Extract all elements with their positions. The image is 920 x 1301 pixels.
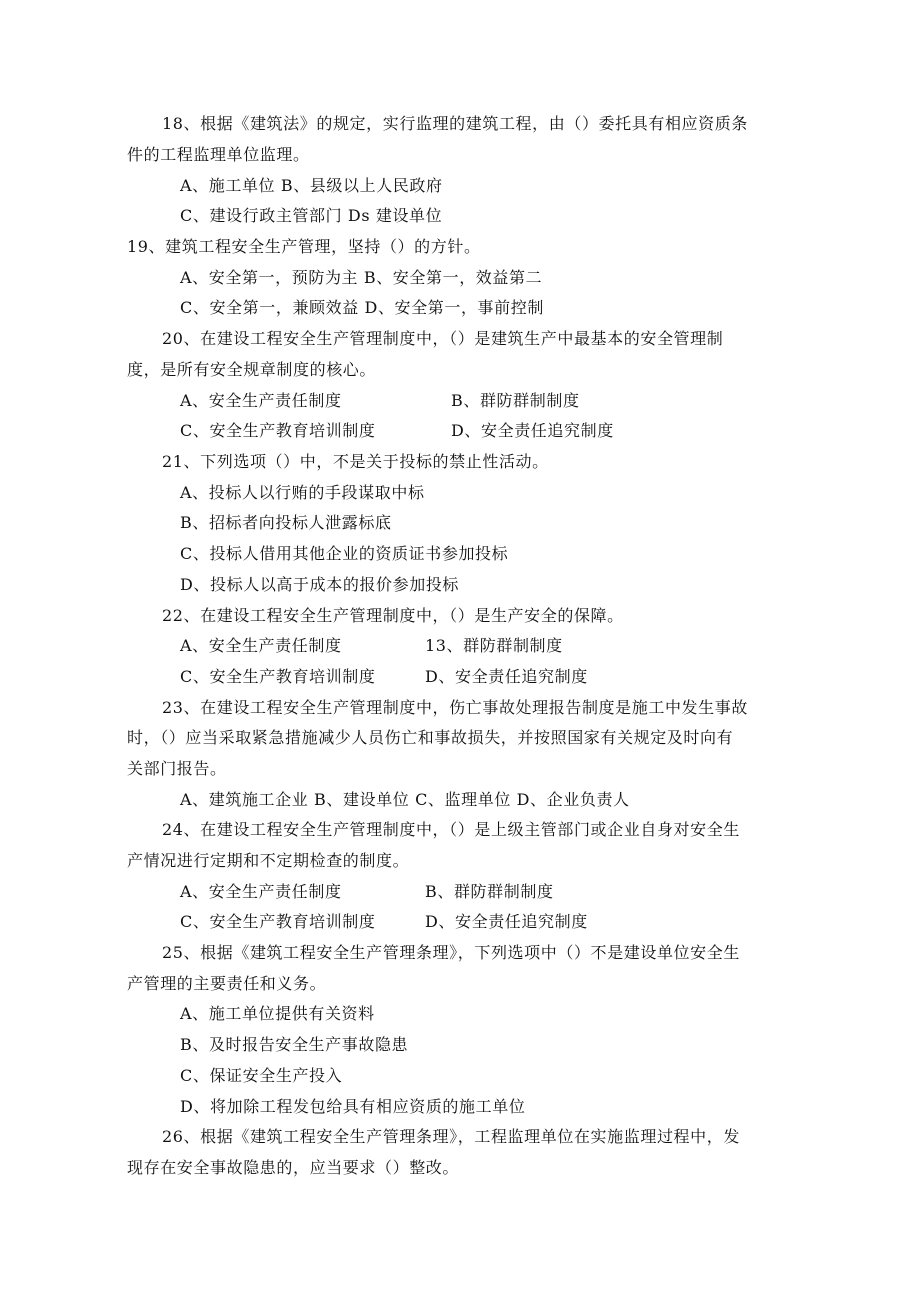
question-26-text: 26、根据《建筑工程安全生产管理条理》，工程监理单位在实施监理过程中，发 — [162, 1127, 740, 1146]
question-22-option-d: D、安全责任追究制度 — [425, 667, 588, 686]
question-24-option-d: D、安全责任追究制度 — [425, 912, 588, 931]
question-18-options-line: A、施工单位 B、县级以上人民政府 — [180, 176, 443, 195]
question-20-option-b: B、群防群制制度 — [451, 391, 580, 410]
question-24-text-cont: 产情况进行定期和不定期检查的制度。 — [127, 851, 410, 870]
question-19-options-line: C、安全第一，兼顾效益 D、安全第一，事前控制 — [180, 298, 544, 317]
question-21-option-b: B、招标者向投标人泄露标底 — [180, 513, 392, 532]
question-24-option-b: B、群防群制制度 — [425, 882, 554, 901]
question-23-text-cont: 关部门报告。 — [127, 759, 227, 778]
question-20-option-d: D、安全责任追究制度 — [451, 421, 614, 440]
question-20-text-cont: 度，是所有安全规章制度的核心。 — [127, 360, 377, 379]
question-23-options-line: A、建筑施工企业 B、建设单位 C、监理单位 D、企业负责人 — [180, 790, 630, 809]
question-21-option-d: D、投标人以高于成本的报价参加投标 — [180, 575, 460, 594]
question-20-option-c: C、安全生产教育培训制度 — [180, 421, 376, 440]
question-21-option-c: C、投标人借用其他企业的资质证书参加投标 — [180, 544, 509, 563]
question-20-text: 20、在建设工程安全生产管理制度中，（）是建筑生产中最基本的安全管理制 — [162, 329, 724, 348]
question-26-text-cont: 现存在安全事故隐患的，应当要求（）整改。 — [127, 1158, 460, 1177]
question-19-text: 19、建筑工程安全生产管理，坚持（）的方针。 — [127, 237, 481, 256]
question-21-text: 21、下列选项（）中，不是关于投标的禁止性活动。 — [162, 452, 549, 471]
question-18-options-line: C、建设行政主管部门 Ds 建设单位 — [180, 206, 443, 225]
question-24-text: 24、在建设工程安全生产管理制度中，（）是上级主管部门或企业自身对安全生 — [162, 820, 740, 839]
question-24-option-c: C、安全生产教育培训制度 — [180, 912, 376, 931]
question-18-text: 18、根据《建筑法》的规定，实行监理的建筑工程，由（）委托具有相应资质条 — [162, 114, 748, 133]
question-25-option-c: C、保证安全生产投入 — [180, 1066, 343, 1085]
question-20-option-a: A、安全生产责任制度 — [180, 391, 342, 410]
question-25-option-d: D、将加除工程发包给具有相应资质的施工单位 — [180, 1097, 526, 1116]
question-25-text-cont: 产管理的主要责任和义务。 — [127, 974, 327, 993]
question-22-option-a: A、安全生产责任制度 — [180, 636, 342, 655]
question-25-option-a: A、施工单位提供有关资料 — [180, 1004, 375, 1023]
question-25-option-b: B、及时报告安全生产事故隐患 — [180, 1035, 409, 1054]
question-23-text: 23、在建设工程安全生产管理制度中，伤亡事故处理报告制度是施工中发生事故 — [162, 698, 748, 717]
question-18-text-cont: 件的工程监理单位监理。 — [127, 145, 310, 164]
question-21-option-a: A、投标人以行贿的手段谋取中标 — [180, 483, 425, 502]
question-23-text-cont: 时，（）应当采取紧急措施减少人员伤亡和事故损失，并按照国家有关规定及时向有 — [127, 728, 734, 747]
question-22-text: 22、在建设工程安全生产管理制度中，（）是生产安全的保障。 — [162, 606, 624, 625]
question-24-option-a: A、安全生产责任制度 — [180, 882, 342, 901]
question-22-option-b: 13、群防群制制度 — [425, 636, 563, 655]
question-22-option-c: C、安全生产教育培训制度 — [180, 667, 376, 686]
question-25-text: 25、根据《建筑工程安全生产管理条理》，下列选项中（）不是建设单位安全生 — [162, 943, 740, 962]
question-19-options-line: A、安全第一，预防为主 B、安全第一，效益第二 — [180, 268, 543, 287]
